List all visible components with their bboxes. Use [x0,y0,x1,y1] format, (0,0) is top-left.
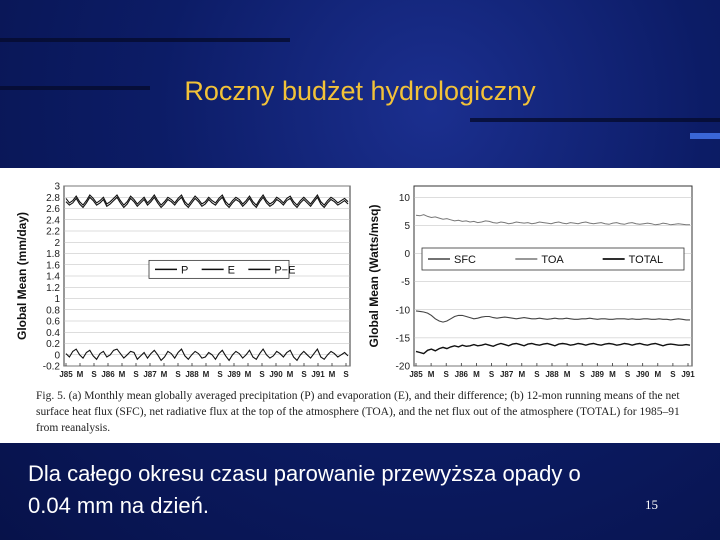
y-tick-label: 5 [404,220,410,232]
x-tick-label: S [443,370,449,379]
x-tick-label: J88 [545,370,559,379]
x-tick-label: M [160,370,168,379]
x-tick-label: S [259,370,265,379]
x-tick-label: M [76,370,84,379]
x-tick-label: M [286,370,294,379]
slide-title: Roczny budżet hydrologiczny [184,76,536,106]
x-tick-label: S [175,370,181,379]
x-tick-label: S [579,370,585,379]
legend-label: SFC [454,254,476,266]
x-tick-label: M [654,370,662,379]
page-number: 15 [645,497,658,512]
x-tick-label: J87 [499,370,514,379]
x-tick-label: S [488,370,495,379]
x-tick-label: J89 [227,370,241,379]
series-line-1 [416,215,690,225]
x-tick-label: J88 [185,370,199,379]
x-tick-label: S [624,370,631,379]
legend-label: E [227,264,236,277]
x-tick-label: J85 [59,370,73,379]
y-tick-label: 0.4 [46,327,60,339]
decor-stripe [470,118,720,122]
x-tick-label: J90 [269,370,283,379]
figure-caption [36,388,702,436]
x-tick-label: J90 [635,370,650,379]
y-axis-label: Global Mean (mm/day) [15,211,29,341]
y-tick-label: 1.6 [46,260,60,272]
caption-text: (a) Monthly mean globally averaged precipitation (P) and evaporation (E), and their difference; (b) 12-mon running means of the net surface heat flux (SFC), net radiative flux at the top of the atmosphere (TOA), and the net flux out of the atmosphere (TOTAL) for 1985–91 from reanalysis. [36,390,680,434]
x-tick-label: J86 [101,370,115,379]
x-tick-label: J85 [409,370,423,379]
y-tick-label: -10 [395,305,410,317]
y-tick-label: 1.4 [46,271,60,283]
y-tick-label: -0.2 [42,361,60,373]
x-tick-label: S [343,370,349,379]
y-axis-label: Global Mean (Watts/msq) [367,204,381,348]
y-tick-label: 1 [54,294,60,305]
decor-stripe [0,38,290,42]
caption-prefix: Fig. 5. [36,390,66,402]
x-tick-label: M [118,370,126,379]
x-tick-label: J86 [454,370,469,379]
y-tick-label: 0 [54,350,60,362]
y-tick-label: 0.6 [46,316,60,328]
x-tick-label: J91 [311,370,325,379]
x-tick-label: M [609,370,616,379]
legend-label: TOTAL [628,254,664,266]
x-tick-label: S [217,370,223,379]
x-tick-label: M [473,370,480,379]
y-tick-label: 2.8 [46,192,60,204]
x-tick-label: M [518,370,526,379]
legend-label: P−E [274,264,296,277]
x-tick-label: M [427,370,435,379]
series-line-1 [66,195,348,205]
x-tick-label: S [301,370,307,379]
y-tick-label: 1.2 [46,282,60,294]
x-tick-label: J87 [143,370,157,379]
y-tick-label: 0.2 [46,339,60,350]
x-tick-label: M [244,370,252,379]
legend-label: P [181,264,189,277]
x-tick-label: M [328,370,336,379]
y-tick-label: 0 [404,249,410,260]
series-line-0 [416,311,690,322]
x-tick-label: J91 [681,370,695,379]
y-tick-label: 0.8 [46,305,60,317]
y-tick-label: -20 [395,361,410,373]
legend-label: TOA [541,254,564,266]
x-tick-label: S [534,370,540,379]
y-tick-label: 3 [54,181,60,193]
x-tick-label: M [202,370,210,379]
x-tick-label: S [91,370,97,379]
y-tick-label: 1.8 [46,249,60,260]
x-tick-label: M [563,370,571,379]
x-tick-label: S [133,370,139,379]
y-tick-label: 2 [54,237,60,249]
y-tick-label: 2.4 [46,215,60,227]
y-tick-label: -5 [401,277,410,289]
y-tick-label: 10 [398,192,410,204]
y-tick-label: -15 [395,333,410,345]
body-text: Dla całego okresu czasu parowanie przewyższa opady o 0.04 mm na dzień. [28,461,581,518]
y-tick-label: 2.2 [46,226,60,238]
x-tick-label: J89 [590,370,605,379]
y-tick-label: 2.6 [46,204,60,215]
decor-accent [690,133,720,139]
plot-frame [414,186,692,366]
series-line-2 [416,344,690,354]
x-tick-label: S [670,370,676,379]
